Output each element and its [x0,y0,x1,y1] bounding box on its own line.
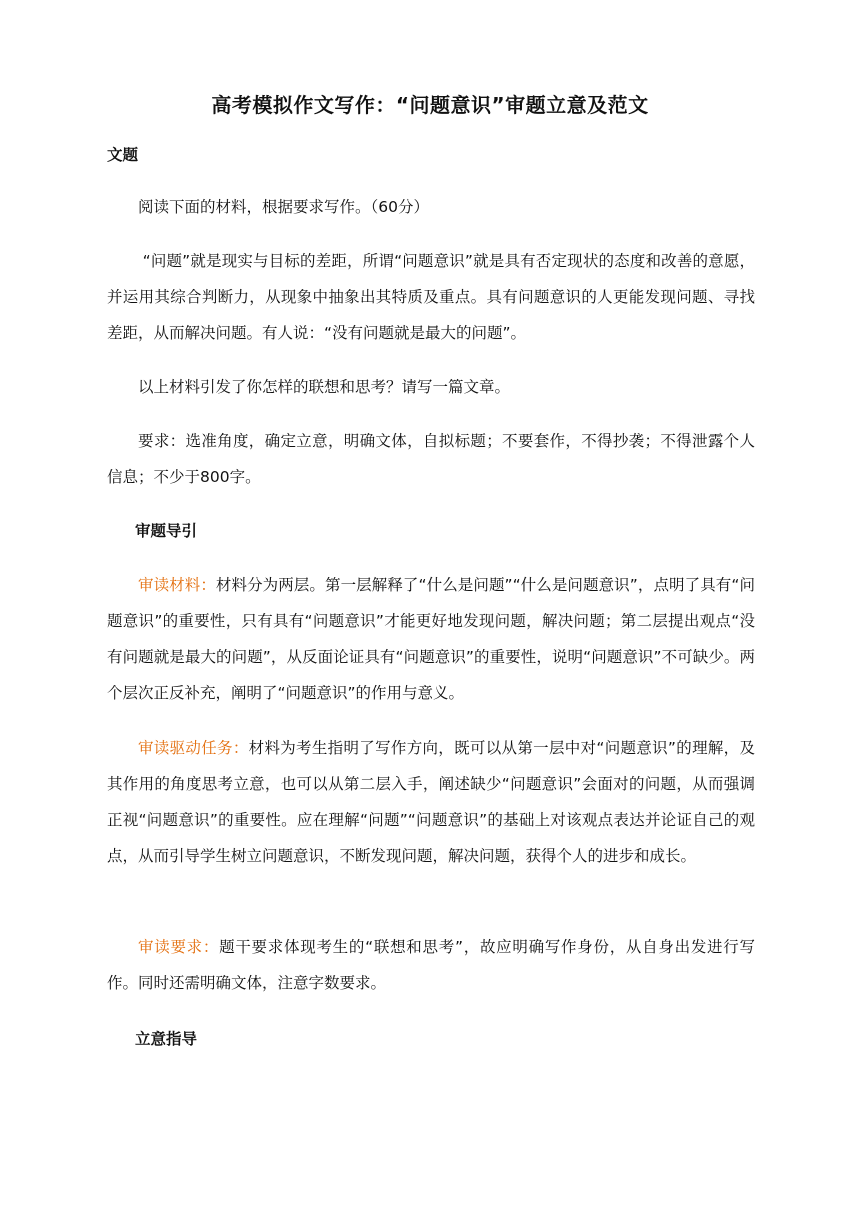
task-read-label: 审读驱动任务： [138,739,249,757]
req-read-paragraph [107,929,755,1001]
req-read-text: 题干要求体现考生的“联想和思考”，故应明确写作身份，从自身出发进行写作。同时还需明确文体，注意字数要求。 [107,938,755,992]
section-heading-wenti: 文题 [107,146,139,164]
material-read-paragraph [107,567,755,711]
req-read-label: 审读要求： [138,938,220,956]
task-read-paragraph [107,730,755,874]
requirements-paragraph: 要求：选准角度，确定立意，明确文体，自拟标题；不要套作，不得抄袭；不得泄露个人信息；不少于800字。 [107,432,755,486]
material-paragraph: “问题”就是现实与目标的差距，所谓“问题意识”就是具有否定现状的态度和改善的意愿，并运用其综合判断力，从现象中抽象出其特质及重点。具有问题意识的人更能发现问题、寻找差距，从而解决问题。有人说：“没有问题就是最大的问题”。 [107,252,755,342]
prompt-intro: 阅读下面的材料，根据要求写作。（60分） [138,198,429,216]
material-read-label: 审读材料： [138,576,216,594]
section-heading-idea: 立意指导 [135,1030,198,1048]
section-heading-guide: 审题导引 [135,522,198,540]
task-read-text: 材料为考生指明了写作方向，既可以从第一层中对“问题意识”的理解，及其作用的角度思考立意，也可以从第二层入手，阐述缺少“问题意识”会面对的问题，从而强调正视“问题意识”的重要性。应在理解“问题”“问题意识”的基础上对该观点表达并论证自己的观点，从而引导学生树立问题意识，不断发现问题，解决问题，获得个人的进步和成长。 [107,739,755,865]
question-paragraph: 以上材料引发了你怎样的联想和思考？请写一篇文章。 [138,378,511,396]
document-title: 高考模拟作文写作：“问题意识”审题立意及范文 [211,93,649,117]
material-read-text: 材料分为两层。第一层解释了“什么是问题”“什么是问题意识”，点明了具有“问题意识”的重要性，只有具有“问题意识”才能更好地发现问题，解决问题；第二层提出观点“没有问题就是最大的问题”，从反面论证具有“问题意识”的重要性，说明“问题意识”不可缺少。两个层次正反补充，阐明了“问题意识”的作用与意义。 [107,576,755,702]
